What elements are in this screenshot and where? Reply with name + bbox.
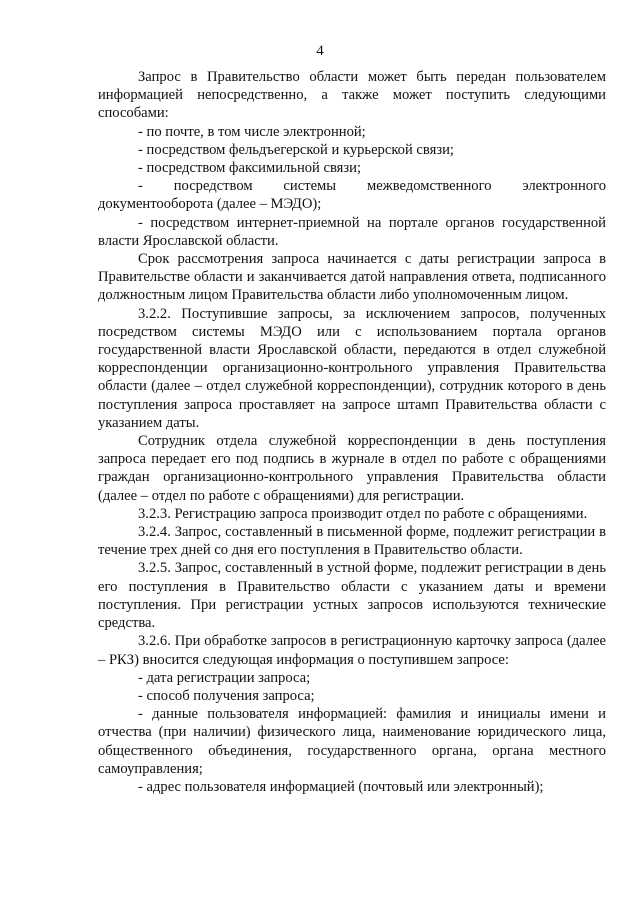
list-item-user-address: - адрес пользователя информацией (почтовый или электронный);	[138, 778, 544, 795]
list-item-fax: - посредством факсимильной связи;	[138, 160, 362, 177]
paragraph-3-2-4: 3.2.4. Запрос, составленный в письменной форме, подлежит регистрации в течение трех дней со дня его поступления в Правительство области.	[98, 524, 606, 559]
list-item-courier: - посредством фельдъегерской и курьерской связи;	[138, 141, 454, 158]
list-item-registration-date: - дата регистрации запроса;	[138, 669, 311, 686]
list-item-medo: - посредством системы межведомственного электронного документооборота (далее – МЭДО);	[98, 178, 606, 213]
paragraph-request-channels: Запрос в Правительство области может быть передан пользователем информацией непосредственно, а также может поступить следующими способами:	[98, 69, 606, 122]
list-item-user-data: - данные пользователя информацией: фамилия и инициалы имени и отчества (при наличии) физического лица, наименование юридического лица, общественного объединения, государственного органа, органа местного самоуправления;	[98, 706, 606, 777]
paragraph-3-2-6: 3.2.6. При обработке запросов в регистрационную карточку запроса (далее – РКЗ) вносится следующая информация о поступившем запросе:	[98, 633, 606, 668]
list-item-receipt-method: - способ получения запроса;	[138, 687, 315, 704]
paragraph-3-2-5: 3.2.5. Запрос, составленный в устной форме, подлежит регистрации в день его поступления в Правительство области с указанием даты и времени поступления. При регистрации устных запросов используются технические средства.	[98, 560, 606, 632]
list-item-post: - по почте, в том числе электронной;	[138, 123, 366, 140]
paragraph-review-period: Срок рассмотрения запроса начинается с даты регистрации запроса в Правительстве области и заканчивается датой направления ответа, подписанного должностным лицом Правительства области либо уполномоченным лицом.	[98, 251, 606, 304]
paragraph-3-2-2: 3.2.2. Поступившие запросы, за исключением запросов, полученных посредством системы МЭДО или с использованием портала органов государственной власти Ярославской области, передаются в отдел служебной корреспонденции организационно-контрольного управления Правительства области (далее – отдел служебной корреспонденции), сотрудник которого в день поступления запроса проставляет на запросе штамп Правительства области с указанием даты.	[98, 305, 606, 431]
paragraph-correspondence-transfer: Сотрудник отдела служебной корреспонденции в день поступления запроса передает его под подпись в журнале в отдел по работе с обращениями граждан организационно-контрольного управления Правительства области (далее – отдел по работе с обращениями) для регистрации.	[98, 433, 606, 504]
paragraph-3-2-3: 3.2.3. Регистрацию запроса производит отдел по работе с обращениями.	[138, 505, 588, 522]
page-number: 4	[316, 43, 324, 59]
list-item-internet-portal: - посредством интернет-приемной на портале органов государственной власти Ярославской области.	[98, 214, 606, 249]
document-body	[98, 68, 606, 796]
